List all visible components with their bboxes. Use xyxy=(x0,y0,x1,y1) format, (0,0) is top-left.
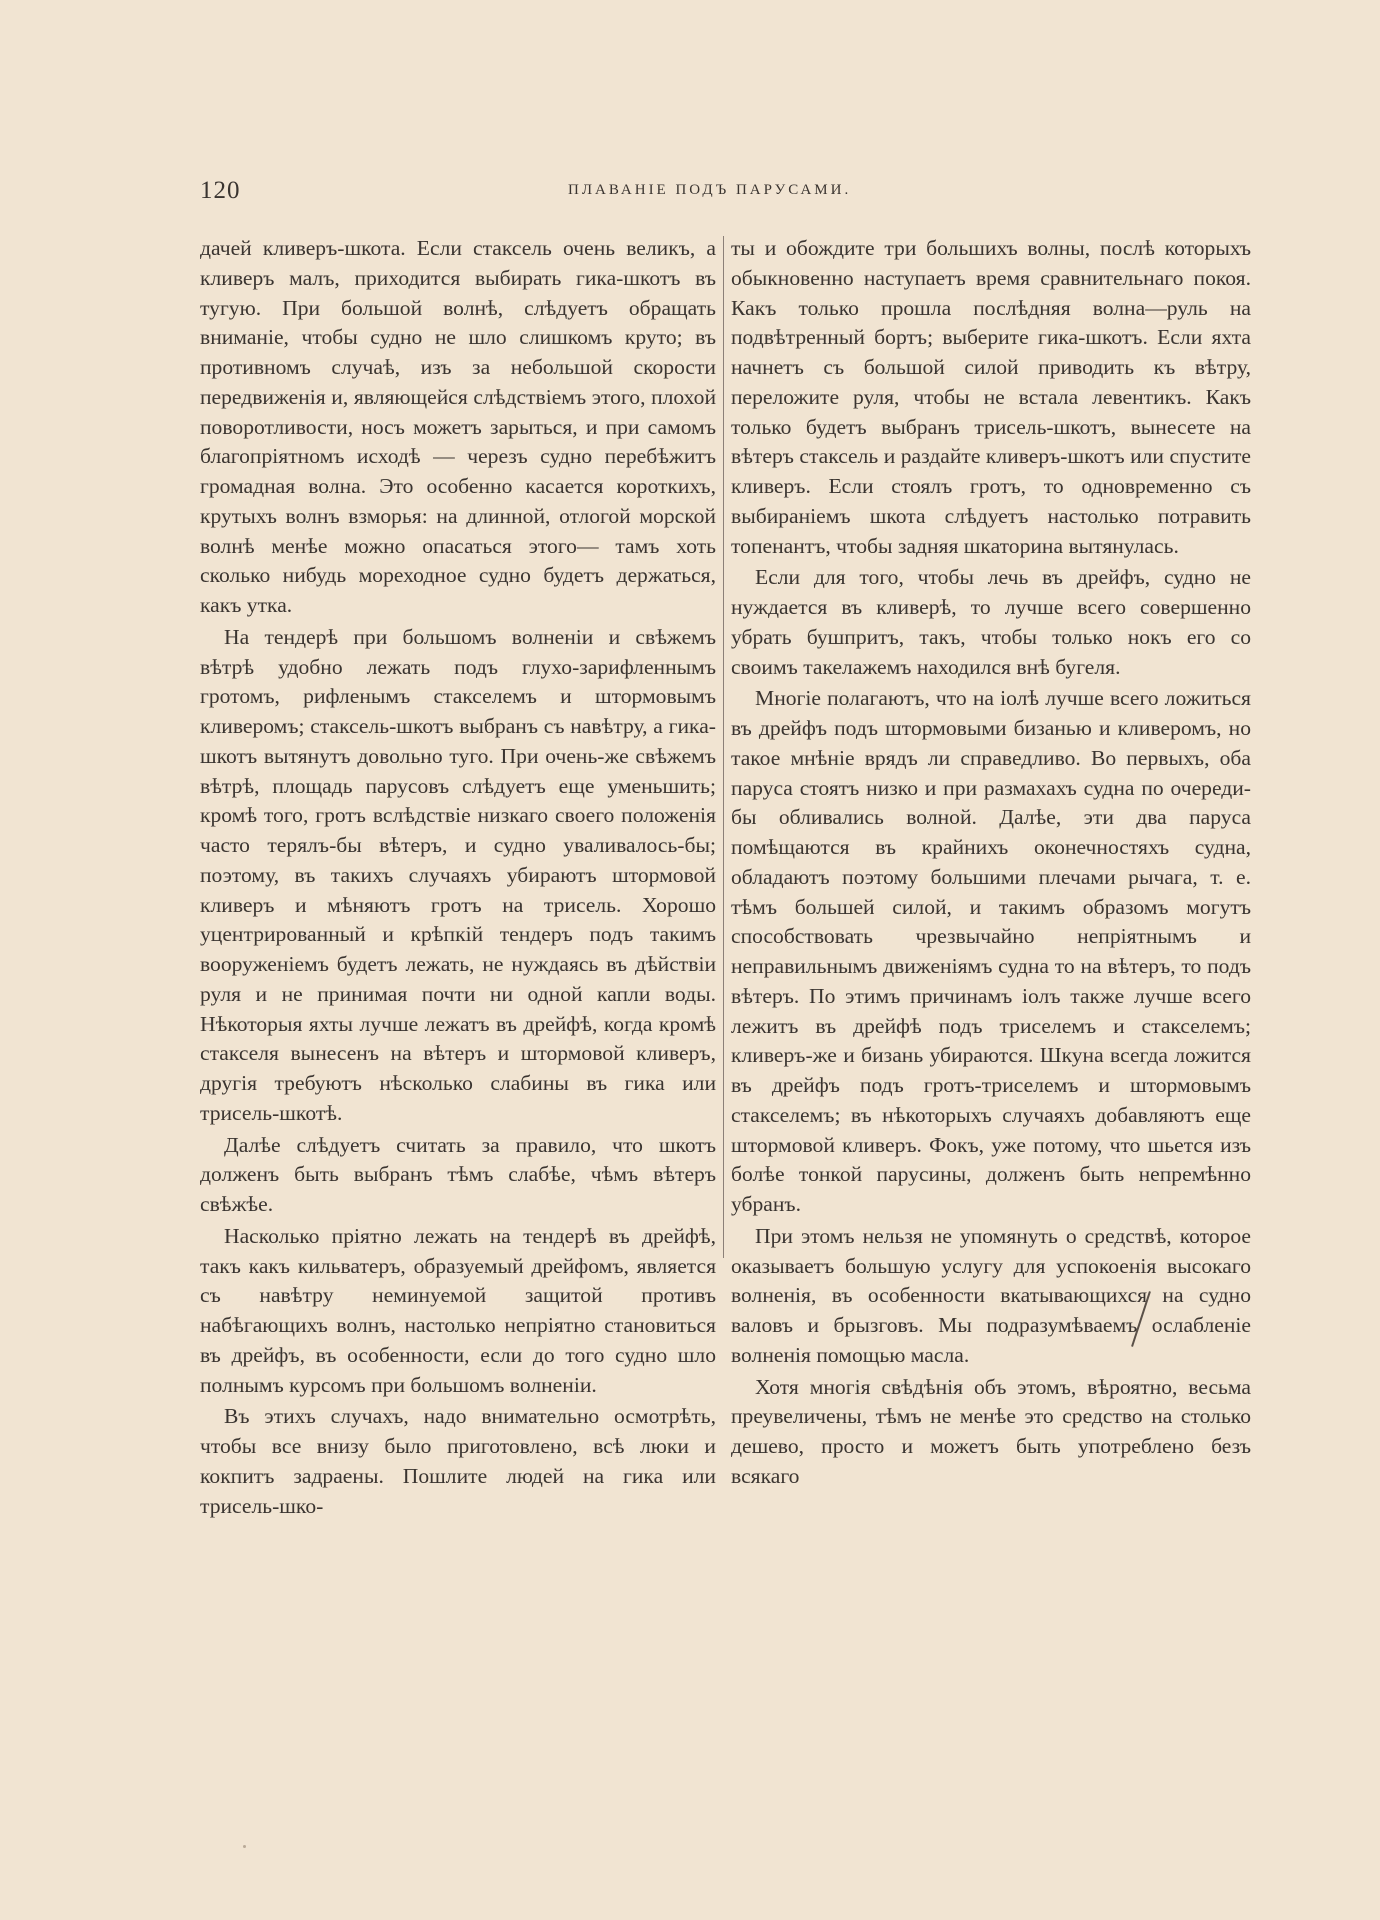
right-column xyxy=(731,234,1251,1492)
paragraph: Насколько пріятно лежать на тендерѣ въ дрейфѣ, такъ какъ кильватеръ, образуемый дрейфомъ, является съ навѣтру неминуемой защитой противъ набѣгающихъ волнъ, настолько непріятно становиться въ дрейфъ, въ особенности, если до того судно шло полнымъ курсомъ при большомъ волненіи. xyxy=(200,1223,716,1397)
running-head: ПЛАВАНІЕ ПОДЪ ПАРУСАМИ. xyxy=(568,182,852,198)
paragraph: Многіе полагаютъ, что на іолѣ лучше всего ложиться въ дрейфъ подъ штормовыми бизанью и кливеромъ, но такое мнѣніе врядъ ли справедливо. Во первыхъ, оба паруса стоятъ низко и при размахахъ судна по очереди-бы обливались волной. Далѣе, эти два паруса помѣщаются въ крайнихъ оконечностяхъ судна, обладаютъ поэтому большими плечами рычага, т. е. тѣмъ большей силой, и такимъ образомъ могутъ способствовать чрезвычайно непріятнымъ и неправильнымъ движеніямъ судна то на вѣтеръ, то подъ вѣтеръ. По этимъ причинамъ іолъ также лучше всего лежитъ въ дрейфѣ подъ триселемъ и стакселемъ; кливеръ-же и бизань убираются. Шкуна всегда ложится въ дрейфъ подъ гротъ-триселемъ и штормовымъ стакселемъ; въ нѣкоторыхъ случаяхъ добавляютъ еще штормовой кливеръ. Фокъ, уже потому, что шьется изъ болѣе тонкой парусины, долженъ быть непремѣнно убранъ. xyxy=(731,686,1251,1216)
paragraph: ты и обождите три большихъ волны, послѣ которыхъ обыкновенно наступаетъ время сравнительнаго покоя. Какъ только прошла послѣдняя волна—руль на подвѣтренный бортъ; выберите гика-шкотъ. Если яхта начнетъ съ большой силой приводить къ вѣтру, переложите руля, чтобы не встала левентикъ. Какъ только будетъ выбранъ трисель-шкотъ, вынесете на вѣтеръ стаксель и раздайте кливеръ-шкотъ или спустите кливеръ. Если стоялъ гротъ, то одновременно съ выбираніемъ шкота слѣдуетъ настолько потравить топенантъ, чтобы задняя шкаторина вытянулась. xyxy=(731,236,1251,558)
left-column xyxy=(200,234,716,1521)
paragraph: Въ этихъ случахъ, надо внимательно осмотрѣть, чтобы все внизу было приготовлено, всѣ люки и кокпитъ задраены. Пошлите людей на гика или трисель-шко- xyxy=(200,1404,716,1518)
page-number: 120 xyxy=(200,177,241,204)
column-divider xyxy=(723,236,724,1258)
paragraph: дачей кливеръ-шкота. Если стаксель очень великъ, а кливеръ малъ, приходится выбирать гика-шкотъ въ тугую. При большой волнѣ, слѣдуетъ обращать вниманіе, чтобы судно не шло слишкомъ круто; въ противномъ случаѣ, изъ за небольшой скорости передвиженія и, являющейся слѣдствіемъ этого, плохой поворотливости, носъ можетъ зарыться, и при самомъ благопріятномъ исходѣ — черезъ судно перебѣжитъ громадная волна. Это особенно касается короткихъ, крутыхъ волнъ взморья: на длинной, отлогой морской волнѣ менѣе можно опасаться этого— тамъ хоть сколько нибудь мореходное судно будетъ держаться, какъ утка. xyxy=(200,236,716,617)
paragraph: При этомъ нельзя не упомянуть о средствѣ, которое оказываетъ большую услугу для успокоенія высокаго волненія, въ особенности вкатывающихся на судно валовъ и брызговъ. Мы подразумѣваемъ ослабленіе волненія помощью масла. xyxy=(731,1223,1251,1367)
paragraph: Далѣе слѣдуетъ считать за правило, что шкотъ долженъ быть выбранъ тѣмъ слабѣе, чѣмъ вѣтеръ свѣжѣе. xyxy=(200,1132,716,1216)
paper-speck xyxy=(243,1845,246,1848)
paragraph: Хотя многія свѣдѣнія объ этомъ, вѣроятно, весьма преувеличены, тѣмъ не менѣе это средство на столько дешево, просто и можетъ быть употреблено безъ всякаго xyxy=(731,1374,1251,1488)
paragraph: На тендерѣ при большомъ волненіи и свѣжемъ вѣтрѣ удобно лежать подъ глухо-зарифленнымъ гротомъ, рифленымъ стакселемъ и штормовымъ кливеромъ; стаксель-шкотъ выбранъ съ навѣтру, а гика-шкотъ вытянутъ довольно туго. При очень-же свѣжемъ вѣтрѣ, площадь парусовъ слѣдуетъ еще уменьшить; кромѣ того, гротъ вслѣдствіе низкаго своего положенія часто терялъ-бы вѣтеръ, и судно уваливалось-бы; поэтому, въ такихъ случаяхъ убираютъ штормовой кливеръ и мѣняютъ гротъ на трисель. Хорошо уцентрированный и крѣпкій тендеръ подъ такимъ вооруженіемъ будетъ лежать, не нуждаясь въ дѣйствіи руля и не принимая почти ни одной капли воды. Нѣкоторыя яхты лучше лежатъ въ дрейфѣ, когда кромѣ стакселя вынесенъ на вѣтеръ и штормовой кливеръ, другія требуютъ нѣсколько слабины въ гика или трисель-шкотѣ. xyxy=(200,624,716,1125)
paragraph: Если для того, чтобы лечь въ дрейфъ, судно не нуждается въ кливерѣ, то лучше всего совершенно убрать бушпритъ, такъ, чтобы только нокъ его со своимъ такелажемъ находился внѣ бугеля. xyxy=(731,565,1251,679)
